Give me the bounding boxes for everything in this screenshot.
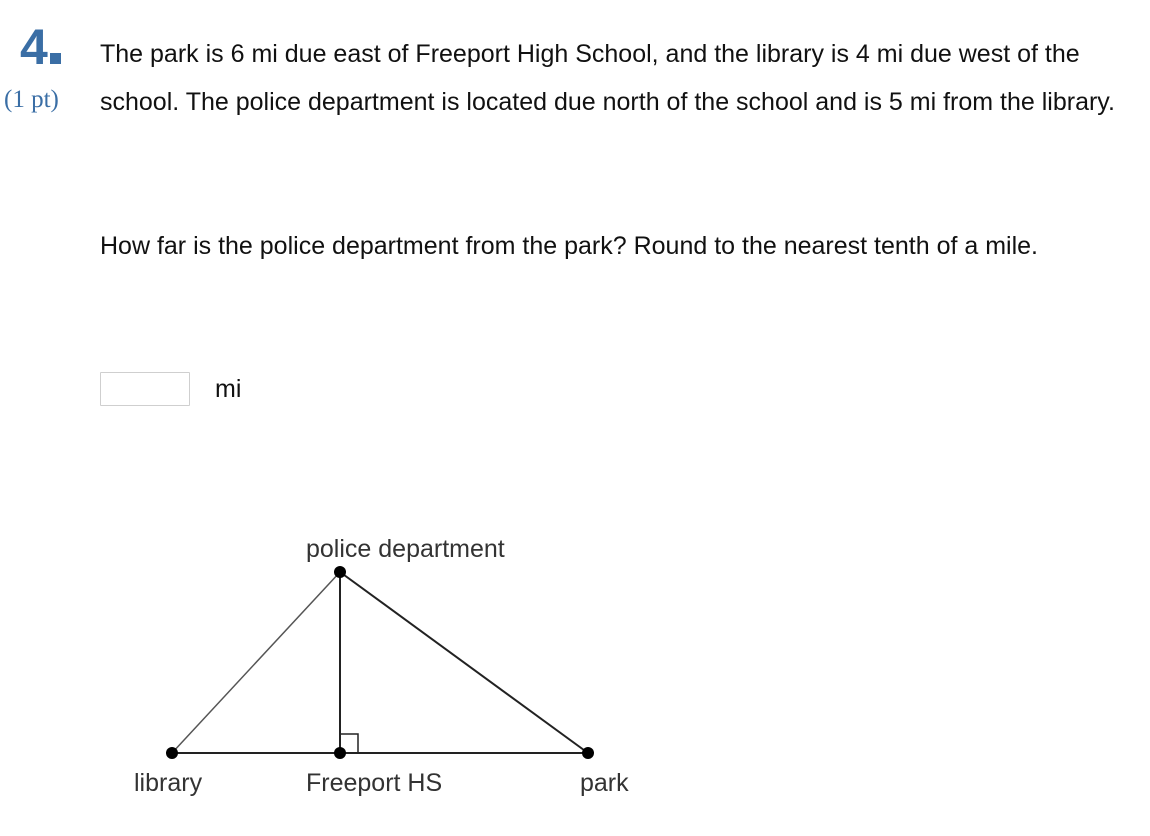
police-label: police department xyxy=(306,535,505,563)
library-point xyxy=(166,747,178,759)
question-text: The park is 6 mi due east of Freeport High School, and the library is 4 mi due west of the school. The police department is located due north of the school and is 5 mi from the library. xyxy=(100,40,1115,116)
school-point xyxy=(334,747,346,759)
park-point xyxy=(582,747,594,759)
police-point xyxy=(334,566,346,578)
library-label: library xyxy=(134,769,203,797)
school-label: Freeport HS xyxy=(306,769,443,797)
answer-unit: mi xyxy=(215,374,242,403)
park-label: park xyxy=(580,769,629,797)
question-points: (1 pt) xyxy=(4,86,59,113)
police-park-segment xyxy=(340,572,588,753)
library-police-segment xyxy=(172,572,340,753)
question-number: 4 xyxy=(20,22,61,72)
question-prompt: How far is the police department from the park? Round to the nearest tenth of a mile. xyxy=(100,232,1039,260)
